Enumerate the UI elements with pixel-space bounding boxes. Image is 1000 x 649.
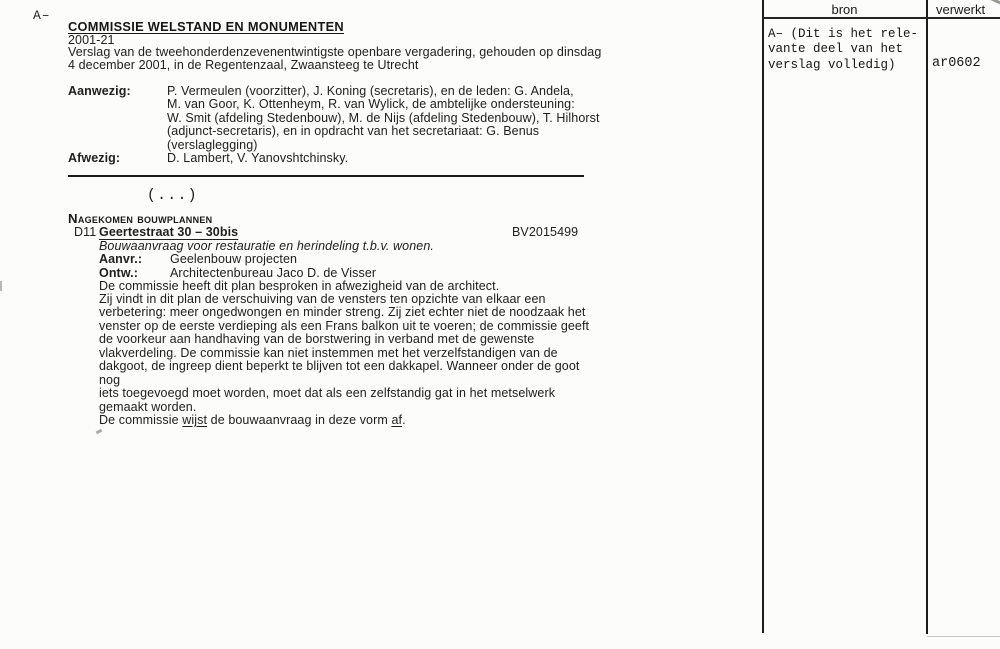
body-line: dakgoot, de ingreep dient beperkt te blijven tot een dakkapel. Wanneer onder de goot nog [99, 359, 580, 387]
scan-artifact [96, 429, 103, 434]
processing-code: ar0602 [932, 56, 981, 71]
bron-header-underline [762, 17, 928, 19]
scan-corner-mark [984, 0, 1000, 6]
margin-annotation-mark: A– [33, 8, 51, 23]
intro-line: 4 december 2001, in de Regentenzaal, Zwaansteeg te Utrecht [68, 58, 419, 73]
verdict-text: de bouwaanvraag in deze vorm [207, 413, 392, 428]
document-title: COMMISSIE WELSTAND EN MONUMENTEN [68, 19, 344, 34]
scan-artifact [0, 281, 2, 291]
absentees-label: Afwezig: [68, 151, 121, 165]
absentees-value: D. Lambert, V. Yanovshtchinsky. [167, 151, 349, 165]
attendees-line: (adjunct-secretaris), en in opdracht van het secretariaat: G. Benus [167, 124, 540, 139]
item-body [99, 280, 604, 428]
attendees-list [167, 85, 600, 152]
item-reference: BV2015499 [512, 225, 579, 239]
verdict-word-underlined: af [391, 413, 403, 428]
intro-line: Verslag van de tweehonderdenzevenentwintigste openbare vergadering, gehouden op dinsdag [68, 45, 602, 59]
attendees-line: W. Smit (afdeling Stedenbouw), M. de Nijs (afdeling Stedenbouw), T. Hilhorst [167, 110, 600, 125]
sidebar-divider-left [762, 0, 764, 633]
body-line: gemaakt worden. [99, 399, 197, 414]
bron-column-header: bron [831, 2, 858, 17]
applicant-label: Aanvr.: [99, 252, 143, 266]
body-line: Zij vindt in dit plan de verschuiving van de vensters ten opzichte van elkaar een [99, 291, 546, 306]
case-number: 2001-21 [68, 32, 115, 47]
body-line: verbetering: meer ongedwongen en minder streng. Zij ziet echter niet de noodzaak het [99, 305, 586, 320]
margin-note-line: verslag volledig) [768, 57, 896, 72]
verdict-line [99, 414, 604, 427]
attendees-line: M. van Goor, K. Ottenheym, R. van Wylick, de ambtelijke ondersteuning: [167, 97, 575, 112]
verdict-word-underlined: wijst [182, 413, 208, 428]
applicant-value: Geelenbouw projecten [170, 252, 298, 266]
verwerkt-column-header: verwerkt [936, 2, 986, 17]
margin-note [768, 27, 918, 73]
designer-label: Ontw.: [99, 265, 139, 280]
attendees-label: Aanwezig: [68, 84, 131, 98]
document-intro [68, 46, 601, 73]
attendees-line: P. Vermeulen (voorzitter), J. Koning (secretaris), en de leden: G. Andela, [167, 84, 574, 98]
designer-value: Architectenbureau Jaco D. de Visser [170, 265, 377, 280]
item-address: Geertestraat 30 – 30bis [99, 225, 239, 239]
item-subject: Bouwaanvraag voor restauratie en herindeling t.b.v. wonen. [99, 238, 434, 253]
body-line: De commissie heeft dit plan besproken in afwezigheid van de architect. [99, 278, 500, 293]
body-line: vlakverdeling. De commissie kan niet instemmen met het verzelfstandigen van de [99, 345, 558, 360]
margin-note-line: vante deel van het [768, 42, 904, 57]
margin-note-line: A– (Dit is het rele- [768, 27, 919, 41]
verwerkt-header-underline [926, 17, 1000, 19]
sidebar-divider-right [926, 0, 928, 634]
omission-ellipsis: (...) [147, 188, 199, 204]
section-heading: Nagekomen bouwplannen [68, 211, 213, 226]
attendees-line: (verslaglegging) [167, 137, 258, 152]
body-line: venster op de eerste verdieping als een Frans balkon uit te voeren; de commissie geeft [99, 318, 590, 333]
verdict-text: . [402, 413, 406, 428]
body-line: de voorkeur aan handhaving van de borstwering in verband met de gewenste [99, 332, 535, 347]
body-line: iets toegevoegd moet worden, moet dat als een zelfstandig gat in het metselwerk [99, 386, 556, 401]
verdict-text: De commissie [99, 413, 183, 428]
item-code: D11 [74, 225, 97, 239]
bottom-edge-line [927, 636, 1000, 637]
horizontal-rule [68, 175, 584, 177]
